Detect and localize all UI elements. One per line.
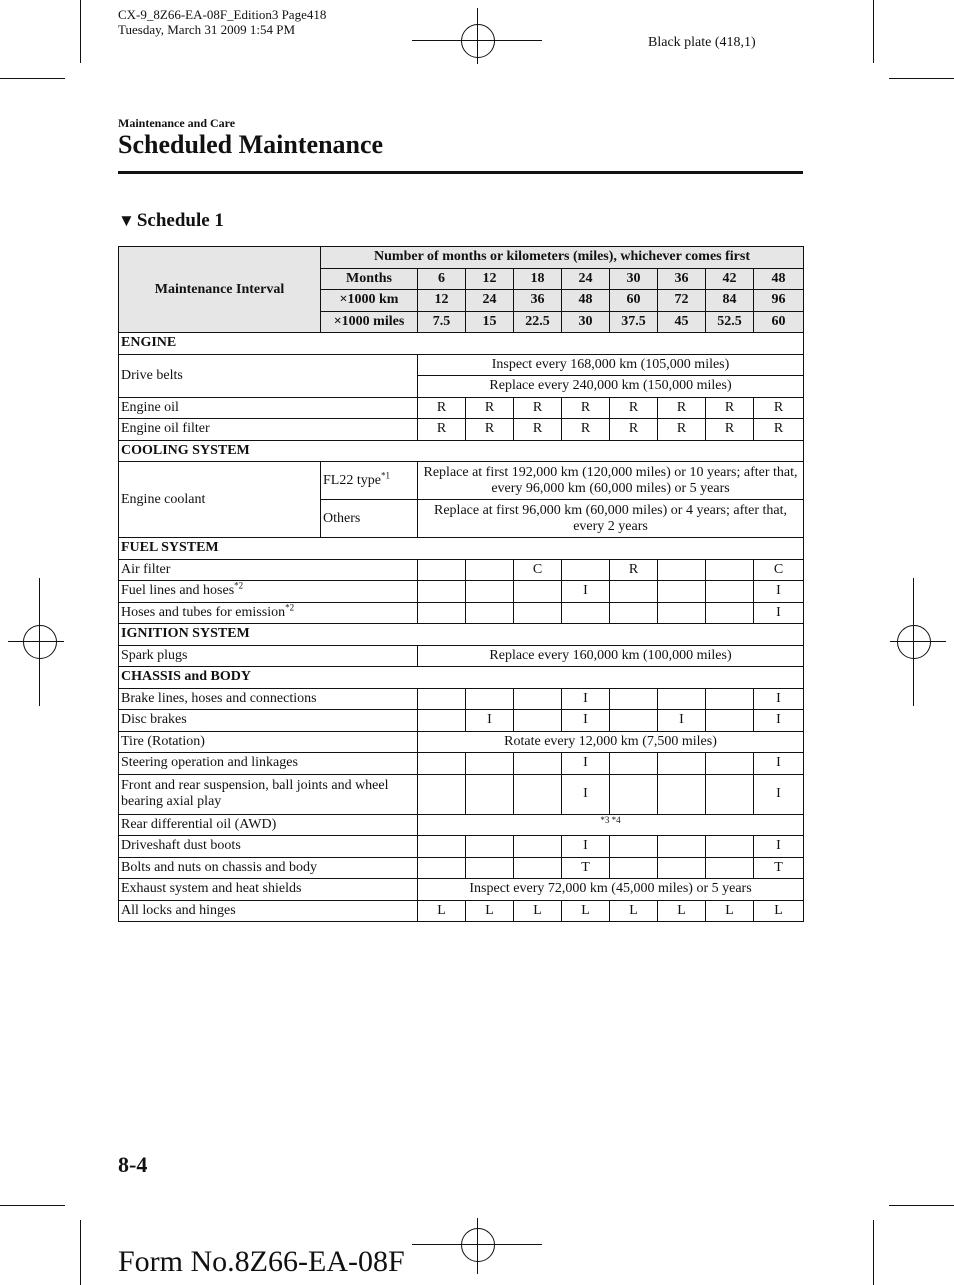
- interval-cell: 37.5: [610, 311, 658, 333]
- schedule-cell: R: [610, 419, 658, 441]
- schedule-cell: R: [610, 559, 658, 581]
- interval-cell: 18: [514, 268, 562, 290]
- schedule-cell: [466, 836, 514, 858]
- schedule-cell: [466, 581, 514, 603]
- category-fuel: FUEL SYSTEM: [119, 538, 804, 560]
- schedule-cell: R: [466, 397, 514, 419]
- table-row: [119, 602, 804, 624]
- schedule-cell: [610, 710, 658, 732]
- table-row: [119, 559, 804, 581]
- interval-cell: 72: [658, 290, 706, 312]
- span-text-cell: Inspect every 168,000 km (105,000 miles): [418, 354, 804, 376]
- schedule-cell: C: [514, 559, 562, 581]
- schedule-cell: R: [514, 419, 562, 441]
- schedule-cell: [418, 857, 466, 879]
- item-label: [119, 602, 418, 624]
- interval-cell: 6: [418, 268, 466, 290]
- schedule-cell: [658, 688, 706, 710]
- table-row: [119, 774, 804, 814]
- table-row: [119, 753, 804, 775]
- schedule-cell: L: [706, 900, 754, 922]
- interval-cell: 84: [706, 290, 754, 312]
- table-row: [119, 688, 804, 710]
- doc-info-line1: CX-9_8Z66-EA-08F_Edition3 Page418: [118, 7, 327, 22]
- interval-cell: 48: [562, 290, 610, 312]
- span-text-cell: Replace at first 192,000 km (120,000 miles) or 10 years; after that, every 96,000 km (60,000 miles) or 5 years: [418, 462, 804, 500]
- schedule-cell: [514, 753, 562, 775]
- schedule-cell: R: [706, 419, 754, 441]
- schedule-cell: [514, 857, 562, 879]
- schedule-cell: [418, 602, 466, 624]
- category-row: [119, 538, 804, 560]
- schedule-cell: I: [754, 688, 804, 710]
- crop-mark: [0, 78, 65, 79]
- schedule-cell: L: [658, 900, 706, 922]
- interval-cell: 7.5: [418, 311, 466, 333]
- interval-cell: 12: [466, 268, 514, 290]
- schedule-cell: [610, 581, 658, 603]
- schedule-cell: T: [754, 857, 804, 879]
- footnote-ref: *2: [285, 602, 295, 613]
- footnote-ref: *2: [234, 580, 244, 591]
- interval-cell: 60: [754, 311, 804, 333]
- schedule-cell: R: [418, 419, 466, 441]
- item-label: Spark plugs: [119, 645, 418, 667]
- schedule-cell: I: [754, 753, 804, 775]
- crop-mark: [889, 78, 954, 79]
- km-label: ×1000 km: [321, 290, 418, 312]
- crop-mark: [80, 1220, 81, 1285]
- table-row: [119, 581, 804, 603]
- schedule-cell: [562, 602, 610, 624]
- schedule-cell: I: [754, 710, 804, 732]
- crop-mark: [0, 1205, 65, 1206]
- fl22-label: FL22 type: [323, 472, 381, 488]
- registration-circle-icon: [23, 625, 57, 659]
- schedule-cell: [706, 753, 754, 775]
- item-label: Rear differential oil (AWD): [119, 814, 418, 836]
- plate-info: Black plate (418,1): [648, 35, 756, 50]
- interval-cell: 48: [754, 268, 804, 290]
- schedule-cell: R: [562, 397, 610, 419]
- schedule-cell: [418, 753, 466, 775]
- title-rule: [118, 171, 803, 174]
- schedule-cell: [514, 581, 562, 603]
- schedule-cell: [658, 857, 706, 879]
- hoses-tubes-label: Hoses and tubes for emission: [121, 604, 286, 620]
- schedule-cell: [514, 602, 562, 624]
- schedule-cell: R: [418, 397, 466, 419]
- schedule-cell: I: [754, 602, 804, 624]
- schedule-cell: [514, 688, 562, 710]
- schedule-cell: [466, 688, 514, 710]
- schedule-cell: R: [610, 397, 658, 419]
- schedule-cell: [610, 688, 658, 710]
- schedule-cell: [466, 602, 514, 624]
- category-row: [119, 667, 804, 689]
- item-label: Tire (Rotation): [119, 731, 418, 753]
- span-text-cell: Inspect every 72,000 km (45,000 miles) or 5 years: [418, 879, 804, 901]
- registration-circle-icon: [897, 625, 931, 659]
- item-label: All locks and hinges: [119, 900, 418, 922]
- schedule-cell: [706, 559, 754, 581]
- schedule-cell: L: [610, 900, 658, 922]
- schedule-cell: I: [562, 688, 610, 710]
- schedule-cell: [610, 602, 658, 624]
- interval-cell: 24: [562, 268, 610, 290]
- table-header-row: [119, 247, 804, 269]
- span-text-cell: Replace every 240,000 km (150,000 miles): [418, 376, 804, 398]
- span-text-cell: Replace every 160,000 km (100,000 miles): [418, 645, 804, 667]
- category-row: [119, 333, 804, 355]
- schedule-cell: I: [562, 710, 610, 732]
- fuel-lines-label: Fuel lines and hoses: [121, 583, 235, 599]
- section-label: Maintenance and Care: [118, 116, 236, 130]
- schedule-cell: [610, 857, 658, 879]
- item-label: Steering operation and linkages: [119, 753, 418, 775]
- schedule-cell: I: [754, 836, 804, 858]
- table-row: [119, 836, 804, 858]
- interval-cell: 52.5: [706, 311, 754, 333]
- schedule-cell: [658, 581, 706, 603]
- schedule-cell: C: [754, 559, 804, 581]
- schedule-cell: [658, 774, 706, 814]
- schedule-cell: R: [754, 397, 804, 419]
- months-label: Months: [321, 268, 418, 290]
- item-label: Engine oil filter: [119, 419, 418, 441]
- schedule-cell: R: [562, 419, 610, 441]
- table-row: [119, 397, 804, 419]
- crop-mark: [873, 1220, 874, 1285]
- table-row: [119, 645, 804, 667]
- category-chassis: CHASSIS and BODY: [119, 667, 804, 689]
- item-label: Air filter: [119, 559, 418, 581]
- interval-cell: 96: [754, 290, 804, 312]
- span-text-cell: Rotate every 12,000 km (7,500 miles): [418, 731, 804, 753]
- schedule-cell: [418, 710, 466, 732]
- footnote-ref: *3 *4: [418, 814, 804, 836]
- item-label: Engine coolant: [119, 462, 321, 538]
- page-title: Scheduled Maintenance: [118, 130, 384, 159]
- schedule-cell: I: [754, 774, 804, 814]
- registration-circle-icon: [461, 1228, 495, 1262]
- schedule-cell: [658, 836, 706, 858]
- item-label: [119, 581, 418, 603]
- interval-cell: 22.5: [514, 311, 562, 333]
- schedule-cell: L: [754, 900, 804, 922]
- schedule-cell: I: [562, 581, 610, 603]
- schedule-cell: [514, 836, 562, 858]
- schedule-cell: [466, 753, 514, 775]
- interval-cell: 15: [466, 311, 514, 333]
- interval-cell: 42: [706, 268, 754, 290]
- item-label: Bolts and nuts on chassis and body: [119, 857, 418, 879]
- interval-cell: 45: [658, 311, 706, 333]
- crop-mark: [889, 1205, 954, 1206]
- schedule-cell: I: [754, 581, 804, 603]
- maintenance-schedule-table: [118, 246, 804, 922]
- schedule-cell: [658, 559, 706, 581]
- interval-cell: 30: [610, 268, 658, 290]
- schedule-cell: T: [562, 857, 610, 879]
- registration-circle-icon: [461, 24, 495, 58]
- item-label: Front and rear suspension, ball joints and wheel bearing axial play: [119, 774, 418, 814]
- doc-info-line2: Tuesday, March 31 2009 1:54 PM: [118, 22, 296, 37]
- table-row: [119, 731, 804, 753]
- category-cooling: COOLING SYSTEM: [119, 440, 804, 462]
- schedule-cell: I: [562, 753, 610, 775]
- schedule-cell: [658, 602, 706, 624]
- schedule-cell: [706, 857, 754, 879]
- schedule-cell: [514, 710, 562, 732]
- schedule-cell: [418, 559, 466, 581]
- form-number: Form No.8Z66-EA-08F: [118, 1245, 405, 1278]
- table-row: [119, 814, 804, 836]
- schedule-cell: I: [562, 836, 610, 858]
- schedule-cell: R: [466, 419, 514, 441]
- schedule-cell: [466, 857, 514, 879]
- schedule-cell: L: [562, 900, 610, 922]
- item-label: Disc brakes: [119, 710, 418, 732]
- item-label: Brake lines, hoses and connections: [119, 688, 418, 710]
- coolant-type-label: [321, 462, 418, 500]
- interval-cell: 24: [466, 290, 514, 312]
- category-engine: ENGINE: [119, 333, 804, 355]
- schedule-cell: [514, 774, 562, 814]
- category-row: [119, 624, 804, 646]
- schedule-cell: L: [418, 900, 466, 922]
- schedule-cell: [706, 602, 754, 624]
- table-row: [119, 419, 804, 441]
- interval-cell: 36: [514, 290, 562, 312]
- item-label: Driveshaft dust boots: [119, 836, 418, 858]
- footnote-ref: *1: [380, 469, 390, 480]
- schedule-cell: R: [706, 397, 754, 419]
- schedule-cell: [610, 836, 658, 858]
- schedule-cell: L: [466, 900, 514, 922]
- schedule-cell: R: [754, 419, 804, 441]
- schedule-cell: [418, 836, 466, 858]
- miles-label: ×1000 miles: [321, 311, 418, 333]
- schedule-cell: [418, 688, 466, 710]
- interval-cell: 12: [418, 290, 466, 312]
- table-row: [119, 900, 804, 922]
- subsection-title: Schedule 1: [136, 210, 224, 231]
- schedule-cell: R: [514, 397, 562, 419]
- schedule-cell: L: [514, 900, 562, 922]
- table-row: [119, 857, 804, 879]
- crop-mark: [80, 0, 81, 63]
- item-label: Drive belts: [119, 354, 418, 397]
- crop-mark: [873, 0, 874, 63]
- table-row: [119, 879, 804, 901]
- span-text-cell: Replace at first 96,000 km (60,000 miles) or 4 years; after that, every 2 years: [418, 500, 804, 538]
- interval-cell: 36: [658, 268, 706, 290]
- whichever-header: Number of months or kilometers (miles), whichever comes first: [321, 247, 804, 269]
- schedule-cell: R: [658, 419, 706, 441]
- coolant-type-label: Others: [321, 500, 418, 538]
- interval-cell: 60: [610, 290, 658, 312]
- category-row: [119, 440, 804, 462]
- triangle-down-icon: ▼: [118, 211, 135, 230]
- schedule-cell: I: [658, 710, 706, 732]
- table-row: [119, 354, 804, 376]
- schedule-cell: [466, 559, 514, 581]
- schedule-cell: [418, 581, 466, 603]
- maintenance-interval-header: Maintenance Interval: [119, 247, 321, 333]
- schedule-cell: I: [466, 710, 514, 732]
- schedule-cell: [562, 559, 610, 581]
- category-ignition: IGNITION SYSTEM: [119, 624, 804, 646]
- schedule-cell: [706, 774, 754, 814]
- table-row: [119, 462, 804, 500]
- schedule-cell: [610, 774, 658, 814]
- item-label: Exhaust system and heat shields: [119, 879, 418, 901]
- schedule-cell: R: [658, 397, 706, 419]
- schedule-cell: [706, 836, 754, 858]
- subsection-heading: [118, 210, 224, 232]
- schedule-cell: [658, 753, 706, 775]
- schedule-cell: [418, 774, 466, 814]
- interval-cell: 30: [562, 311, 610, 333]
- schedule-cell: [466, 774, 514, 814]
- table-row: [119, 710, 804, 732]
- schedule-cell: I: [562, 774, 610, 814]
- item-label: Engine oil: [119, 397, 418, 419]
- schedule-cell: [610, 753, 658, 775]
- schedule-cell: [706, 710, 754, 732]
- page-number: 8-4: [118, 1152, 148, 1177]
- schedule-cell: [706, 581, 754, 603]
- schedule-cell: [706, 688, 754, 710]
